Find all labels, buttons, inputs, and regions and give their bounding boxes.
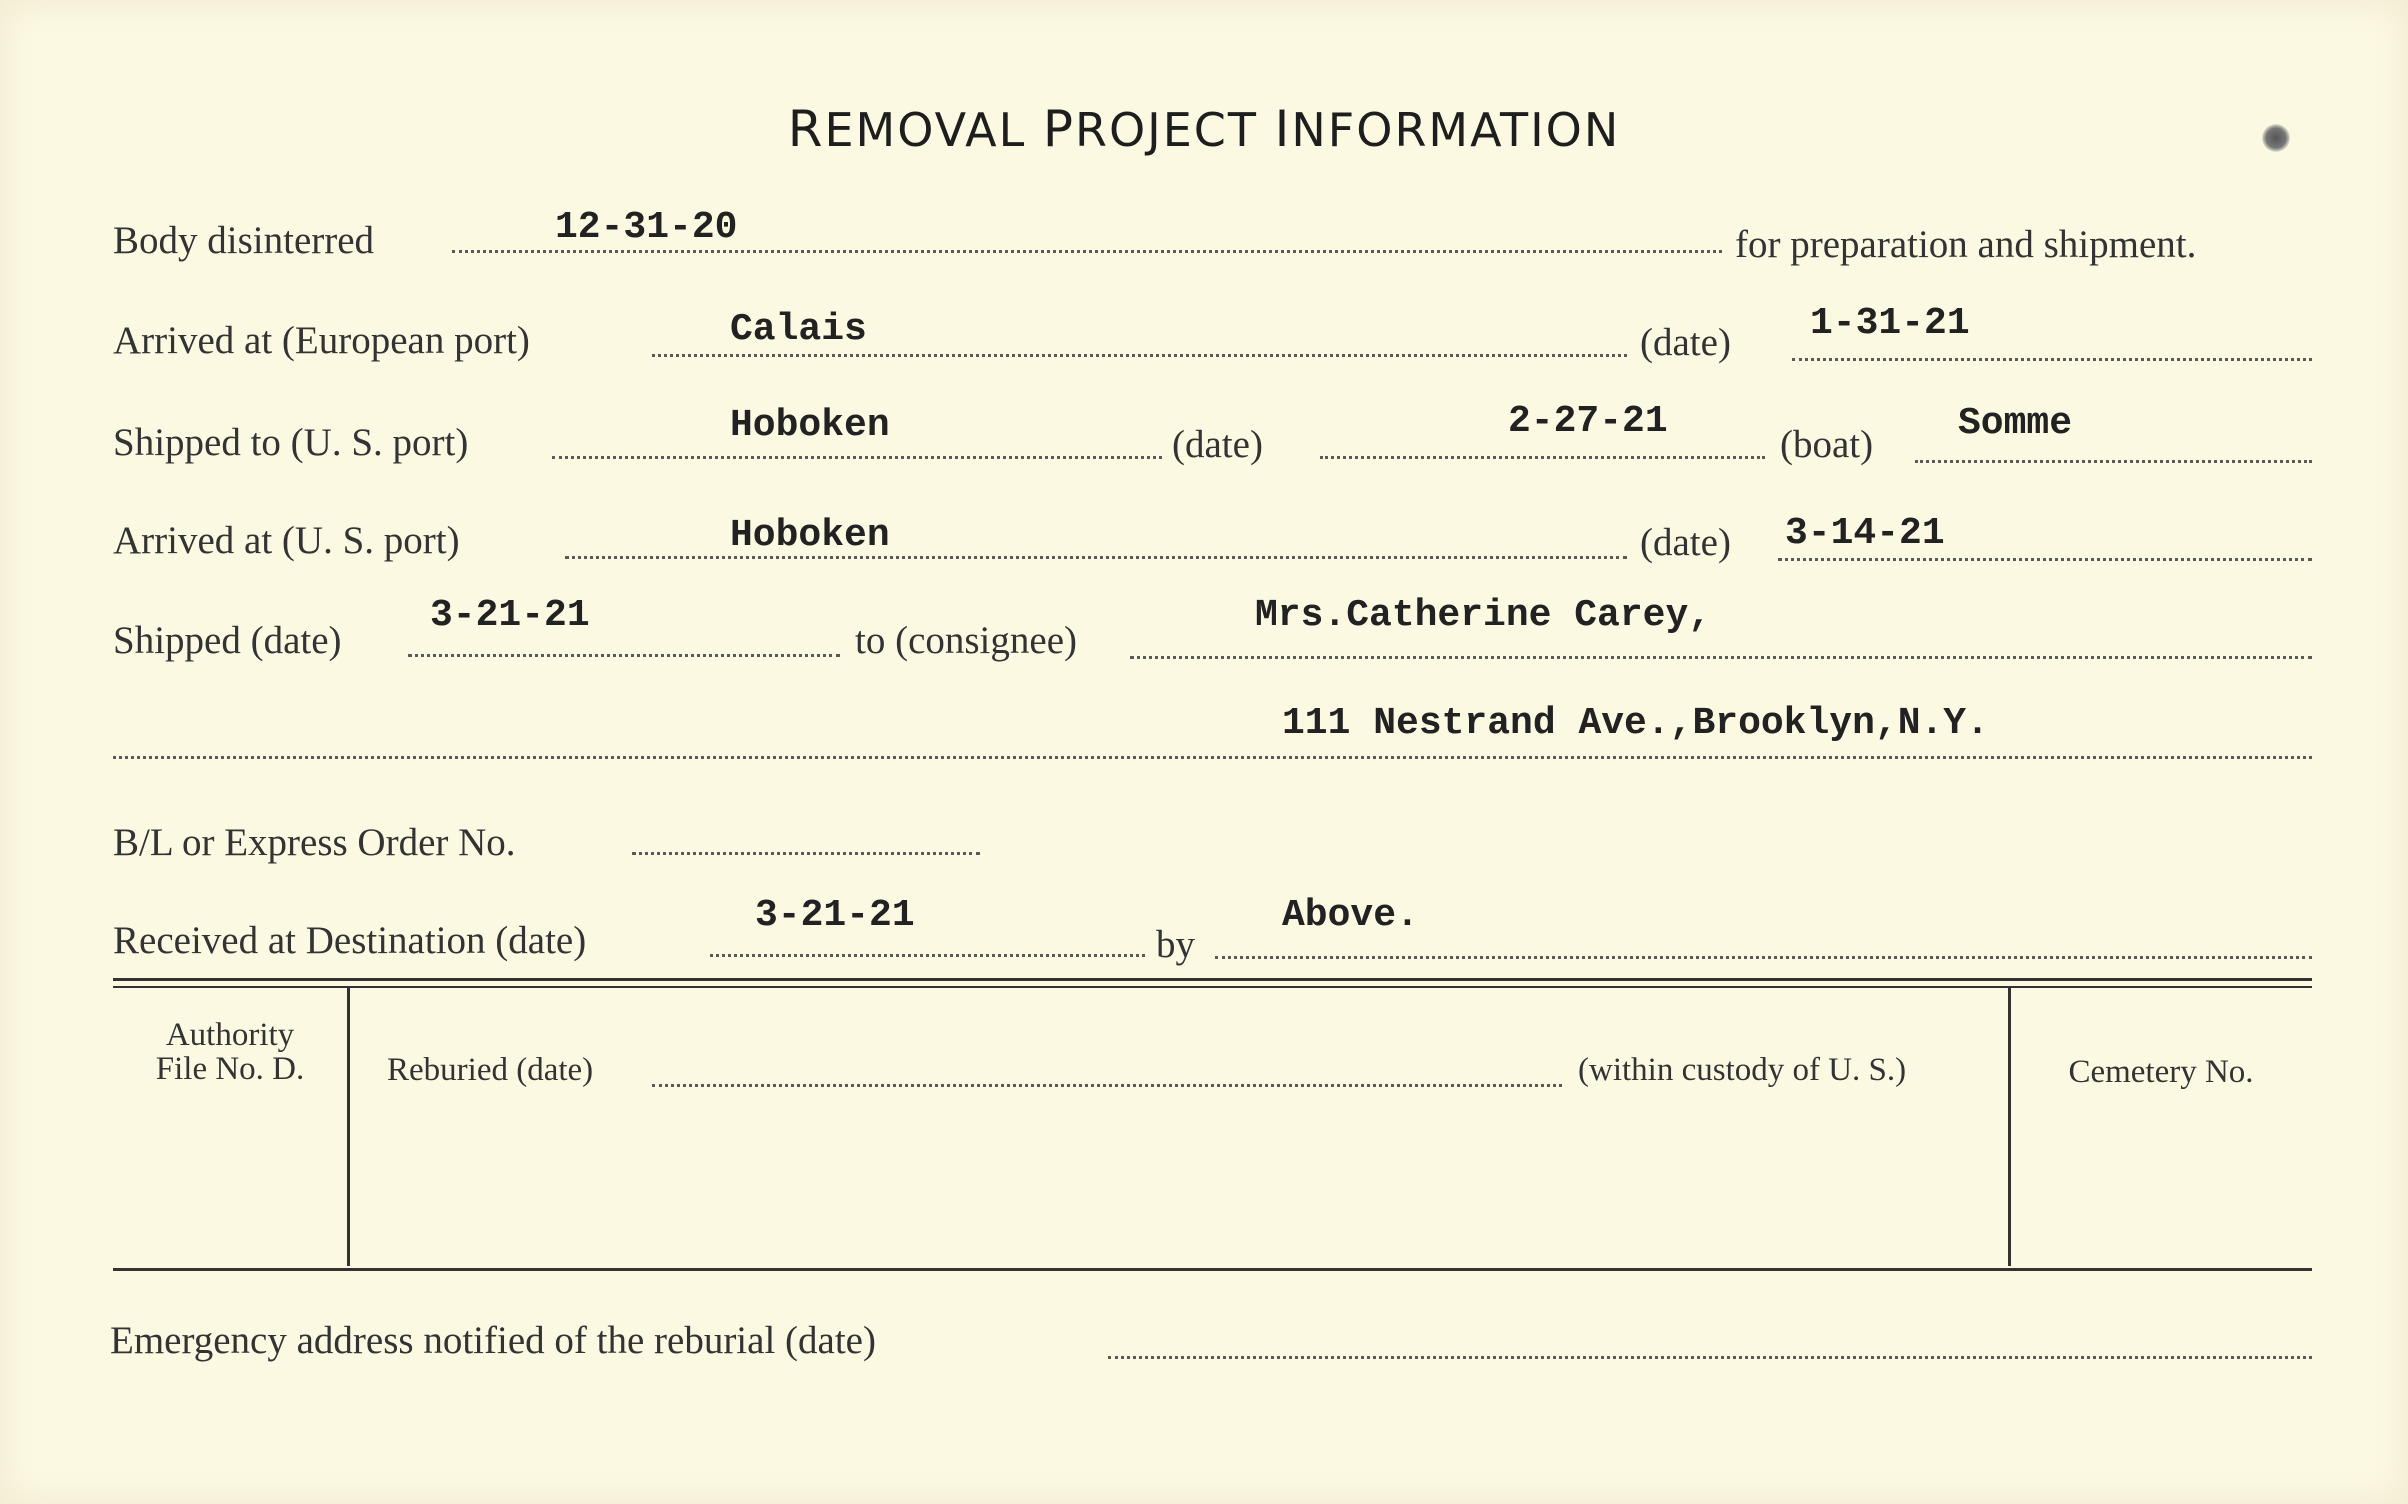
cemetery-no-label: Cemetery No. xyxy=(2068,1054,2254,1090)
bl-order-line xyxy=(632,852,980,855)
european-port-line xyxy=(652,354,1627,357)
authority-file-label xyxy=(113,1018,347,1086)
within-custody-label: (within custody of U. S.) xyxy=(1578,1052,1907,1088)
emergency-line xyxy=(1108,1356,2312,1359)
box-divider-right xyxy=(2008,988,2011,1266)
boat-value: Somme xyxy=(1958,402,2073,445)
reburied-label: Reburied (date) xyxy=(387,1052,594,1088)
european-port-value: Calais xyxy=(730,308,867,351)
body-disinterred-line xyxy=(452,250,1722,253)
received-by-line xyxy=(1215,956,2312,959)
title-rest-1: EMOVAL xyxy=(824,103,1043,157)
shipped-us-label: Shipped to (U. S. port) xyxy=(113,421,469,464)
title-cap-3: I xyxy=(1274,100,1292,158)
title-cap-2: P xyxy=(1042,100,1075,158)
authority-label: Authority xyxy=(165,1017,295,1053)
shipped-date-label: (date) xyxy=(1172,423,1263,466)
arrived-date-line xyxy=(1778,558,2312,561)
received-by-value: Above. xyxy=(1282,894,1419,937)
consignee-address-line xyxy=(113,756,2312,759)
box-top-border xyxy=(113,978,2312,981)
to-consignee-label: to (consignee) xyxy=(855,619,1078,662)
shipped-date-value: 2-27-21 xyxy=(1508,400,1668,443)
file-no-label: File No. D. xyxy=(155,1051,305,1087)
reburied-line xyxy=(652,1084,1562,1087)
us-port-arrived-value: Hoboken xyxy=(730,514,890,557)
shipped-us-port-line xyxy=(552,456,1162,459)
ink-blot xyxy=(2262,124,2290,152)
box-divider-left xyxy=(347,988,350,1266)
title-cap-1: R xyxy=(787,100,825,158)
received-destination-label: Received at Destination (date) xyxy=(113,919,587,962)
arrived-date-label: (date) xyxy=(1640,521,1731,564)
us-port-shipped-value: Hoboken xyxy=(730,404,890,447)
emergency-label: Emergency address notified of the reburial (date) xyxy=(110,1319,876,1362)
by-label: by xyxy=(1156,923,1195,966)
form-title xyxy=(0,100,2408,158)
received-date-value: 3-21-21 xyxy=(755,894,915,937)
box-bottom-border xyxy=(113,1268,2312,1271)
consignee-line xyxy=(1130,656,2312,659)
consignee-address-value: 111 Nestrand Ave.,Brooklyn,N.Y. xyxy=(1282,702,1989,745)
boat-label: (boat) xyxy=(1780,423,1874,466)
boat-line xyxy=(1915,460,2312,463)
arrived-us-port-line xyxy=(565,556,1627,559)
bl-order-label: B/L or Express Order No. xyxy=(113,821,516,864)
received-date-line xyxy=(710,954,1145,957)
disinterred-date-value: 12-31-20 xyxy=(555,206,738,249)
title-rest-2: ROJECT xyxy=(1075,103,1275,157)
consignee-name-value: Mrs.Catherine Carey, xyxy=(1255,594,1712,637)
european-date-line xyxy=(1792,358,2312,361)
arrived-european-label: Arrived at (European port) xyxy=(113,319,530,362)
body-disinterred-label: Body disinterred xyxy=(113,219,375,262)
for-preparation-label: for preparation and shipment. xyxy=(1735,223,2197,266)
shipped-date-line xyxy=(1320,456,1765,459)
european-date-value: 1-31-21 xyxy=(1810,302,1970,345)
title-rest-3: NFORMATION xyxy=(1291,103,1621,157)
shipped-consignee-date-label: Shipped (date) xyxy=(113,619,342,662)
european-date-label: (date) xyxy=(1640,321,1731,364)
arrived-us-label: Arrived at (U. S. port) xyxy=(113,519,460,562)
box-top-border-inner xyxy=(113,986,2312,988)
shipped-consignee-date-value: 3-21-21 xyxy=(430,594,590,637)
arrived-date-value: 3-14-21 xyxy=(1785,512,1945,555)
shipped-consignee-date-line xyxy=(408,654,840,657)
